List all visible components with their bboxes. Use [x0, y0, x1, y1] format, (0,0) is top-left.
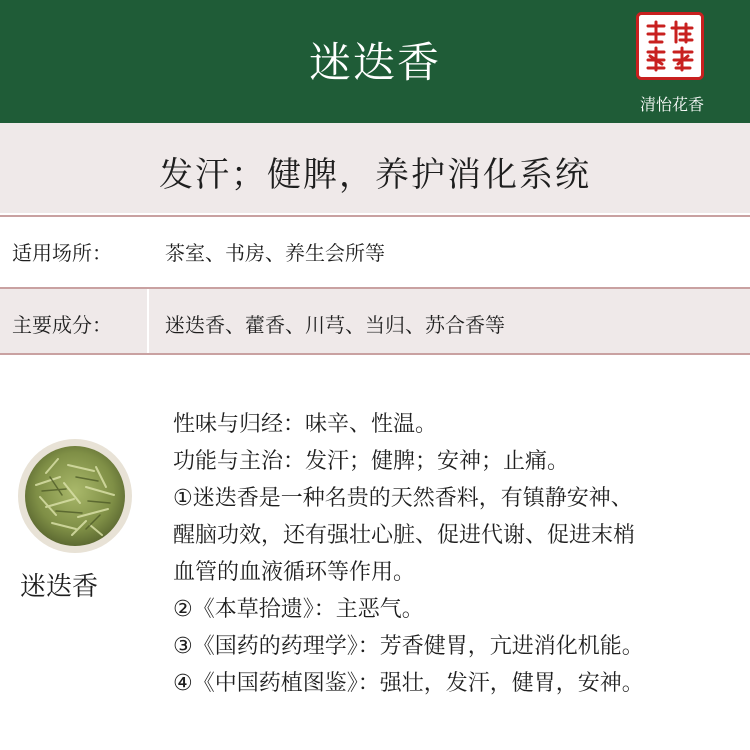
brand-name: 清怡花香 [639, 95, 704, 114]
subtitle: 发汗；健脾，养护消化系统 [159, 155, 591, 195]
rosemary-photo-icon [16, 437, 134, 555]
herb-name: 迷迭香 [20, 572, 99, 602]
ingredients-label: 主要成分： [12, 313, 112, 337]
venue-value: 茶室、书房、养生会所等 [165, 241, 385, 265]
description-line: ④《中国药植图鉴》：强壮，发汗，健胃，安神。 [173, 671, 644, 696]
ingredients-value: 迷迭香、藿香、川芎、当归、苏合香等 [165, 313, 505, 337]
description-line: ①迷迭香是一种名贵的天然香料，有镇静安神、 [173, 486, 633, 511]
venue-label: 适用场所： [12, 241, 112, 265]
description-line: 功能与主治：发汗；健脾；安神；止痛。 [173, 449, 570, 474]
info-row-ingredients [0, 287, 750, 355]
brand-seal [636, 12, 704, 80]
page-title: 迷迭香 [308, 38, 441, 87]
description-line: 性味与归经：味辛、性温。 [173, 412, 438, 437]
row-divider [147, 289, 149, 353]
subtitle-band [0, 123, 750, 213]
info-row-venue [0, 215, 750, 283]
header-bar [0, 0, 750, 123]
description-line: ②《本草拾遗》：主恶气。 [173, 597, 424, 622]
description-line: 醒脑功效，还有强壮心脏、促进代谢、促进末梢 [173, 523, 636, 548]
description-line: 血管的血液循环等作用。 [173, 560, 416, 585]
description-block [173, 406, 750, 702]
description-line: ③《国药的药理学》：芳香健胃，亢进消化机能。 [173, 634, 644, 659]
